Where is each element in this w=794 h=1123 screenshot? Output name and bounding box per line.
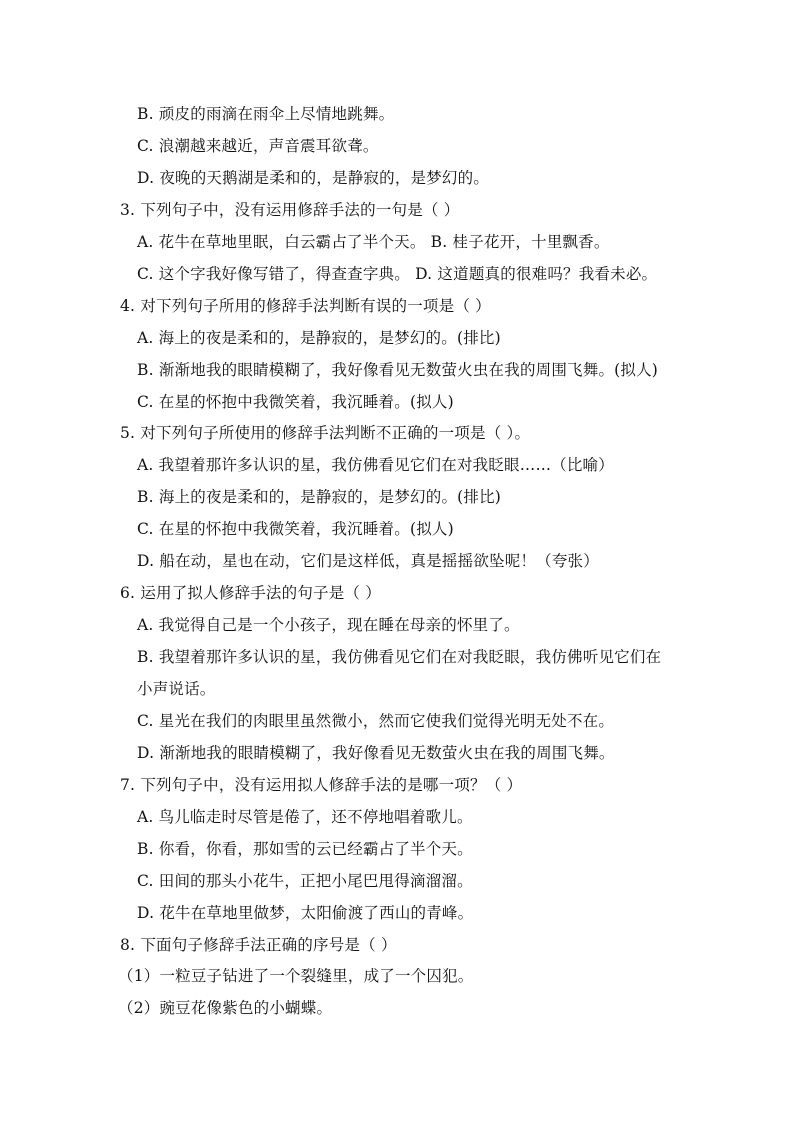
option-c-q5: C. 在星的怀抱中我微笑着，我沉睡着。(拟人)	[137, 520, 454, 538]
option-b-q6: B. 我望着那许多认识的星，我仿佛看见它们在对我眨眼，我仿佛听见它们在	[137, 648, 662, 666]
option-d-q7: D. 花牛在草地里做梦，太阳偷渡了西山的青峰。	[137, 904, 474, 922]
option-b-q6-continued: 小声说话。	[137, 680, 216, 698]
option-a-q6: A. 我觉得自己是一个小孩子，现在睡在母亲的怀里了。	[137, 616, 520, 634]
statement-1-q8: （1）一粒豆子钻进了一个裂缝里，成了一个囚犯。	[118, 967, 474, 985]
statement-2-q8: （2）豌豆花像紫色的小蝴蝶。	[118, 999, 333, 1017]
question-4: 4. 对下列句子所用的修辞手法判断有误的一项是（ ）	[120, 297, 491, 315]
option-b-q7: B. 你看，你看，那如雪的云已经霸占了半个天。	[137, 840, 473, 858]
option-a-q5: A. 我望着那许多认识的星，我仿佛看见它们在对我眨眼……（比喻）	[137, 456, 614, 474]
option-b-q5: B. 海上的夜是柔和的，是静寂的，是梦幻的。(排比)	[137, 488, 502, 506]
option-a-q7: A. 鸟儿临走时尽管是倦了，还不停地唱着歌儿。	[137, 808, 473, 826]
option-c-q2: C. 浪潮越来越近，声音震耳欲聋。	[137, 137, 379, 155]
option-b-q2: B. 顽皮的雨滴在雨伞上尽情地跳舞。	[137, 105, 395, 123]
question-3: 3. 下列句子中，没有运用修辞手法的一句是（ ）	[120, 201, 460, 219]
option-c-q4: C. 在星的怀抱中我微笑着，我沉睡着。(拟人)	[137, 393, 454, 411]
question-7: 7. 下列句子中，没有运用拟人修辞手法的是哪一项？（ ）	[120, 776, 523, 794]
option-ab-q3: A. 花牛在草地里眠，白云霸占了半个天。 B. 桂子花开，十里飘香。	[137, 233, 610, 251]
option-d-q2: D. 夜晚的天鹅湖是柔和的，是静寂的，是梦幻的。	[137, 169, 490, 187]
option-c-q6: C. 星光在我们的肉眼里虽然微小，然而它使我们觉得光明无处不在。	[137, 712, 615, 730]
option-d-q6: D. 渐渐地我的眼睛模糊了，我好像看见无数萤火虫在我的周围飞舞。	[137, 744, 615, 762]
option-cd-q3: C. 这个字我好像写错了，得查查字典。 D. 这道题真的很难吗？我看未必。	[137, 265, 658, 283]
question-8: 8. 下面句子修辞手法正确的序号是（ ）	[120, 936, 397, 954]
option-b-q4: B. 渐渐地我的眼睛模糊了，我好像看见无数萤火虫在我的周围飞舞。(拟人)	[137, 361, 659, 379]
option-d-q5: D. 船在动，星也在动，它们是这样低，真是摇摇欲坠呢！（夸张）	[137, 552, 599, 570]
question-5: 5. 对下列句子所使用的修辞手法判断不正确的一项是（ ）。	[120, 424, 531, 442]
question-6: 6. 运用了拟人修辞手法的句子是（ ）	[120, 584, 381, 602]
option-c-q7: C. 田间的那头小花牛，正把小尾巴甩得滴溜溜。	[137, 872, 473, 890]
option-a-q4: A. 海上的夜是柔和的，是静寂的，是梦幻的。(排比)	[137, 329, 501, 347]
